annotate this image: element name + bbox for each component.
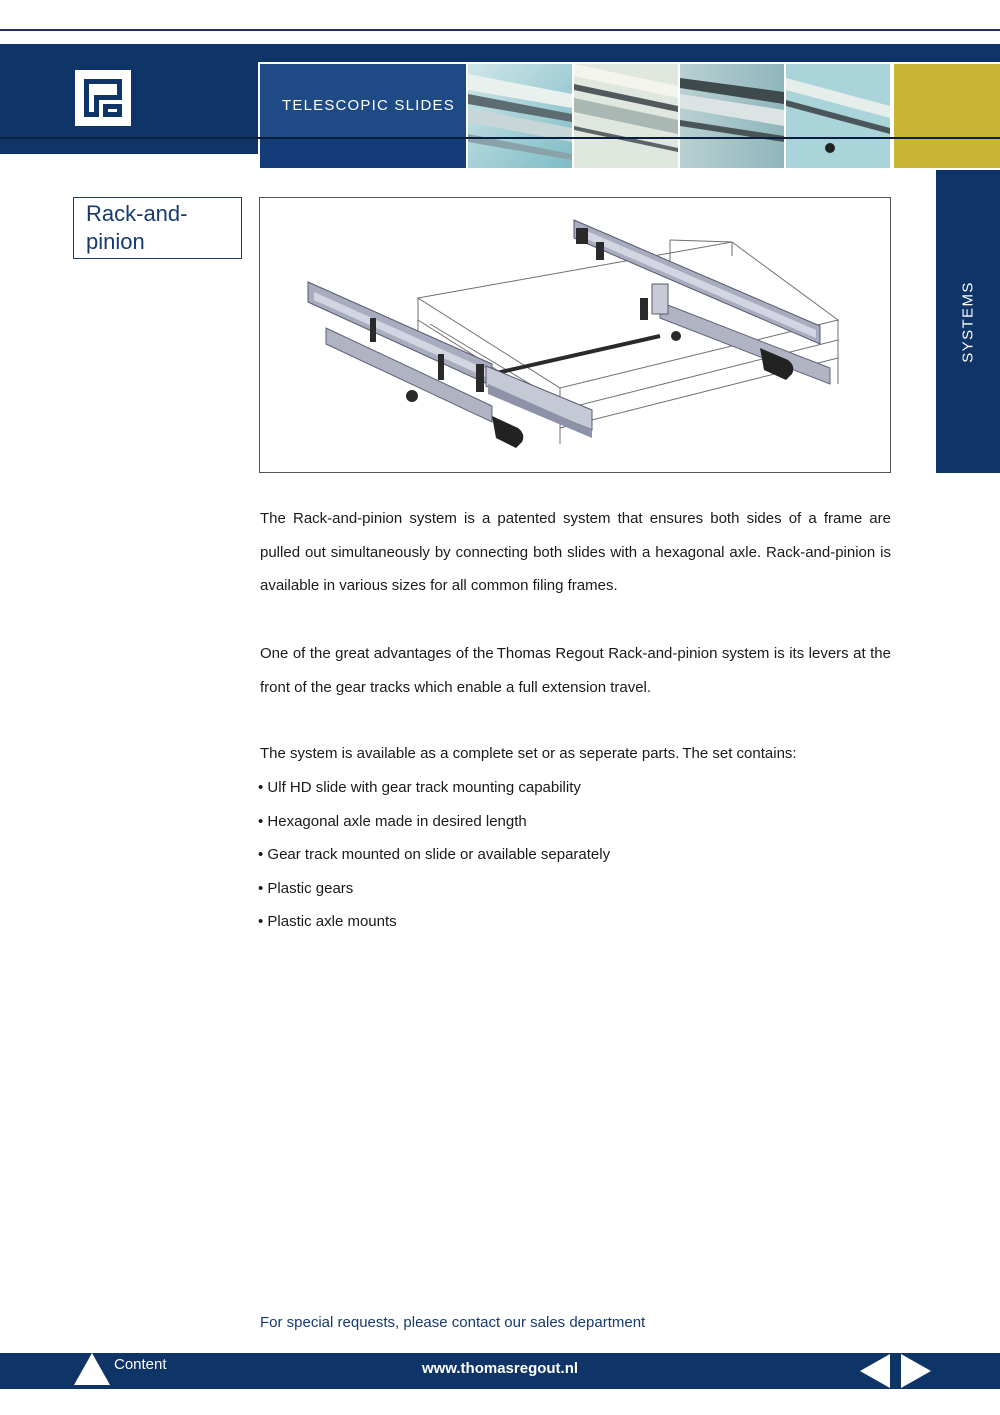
triangle-left-icon bbox=[858, 1352, 892, 1390]
page-title: Rack-and-pinion bbox=[86, 201, 188, 254]
side-tab-label: SYSTEMS bbox=[959, 281, 977, 363]
footer-bar bbox=[0, 1353, 1000, 1389]
section-label: TELESCOPIC SLIDES bbox=[282, 97, 455, 114]
list-item: • Hexagonal axle made in desired length bbox=[258, 812, 527, 830]
contact-note: For special requests, please contact our sales department bbox=[260, 1314, 646, 1331]
header-divider bbox=[0, 137, 1000, 139]
thomas-regout-logo-icon bbox=[75, 70, 131, 126]
paragraph-intro: The Rack-and-pinion system is a patented system that ensures both sides of a frame are pulled out simultaneously by connecting both slides with a hexagonal axle. Rack-and-pinion is available in various sizes for all common filing frames. bbox=[260, 510, 891, 594]
section-title-box bbox=[73, 197, 242, 259]
rack-and-pinion-drawer-illustration bbox=[260, 198, 890, 472]
paragraph-set-contents: The system is available as a complete set or as seperate parts. The set contains: bbox=[260, 745, 797, 762]
figure-frame bbox=[259, 197, 891, 473]
slide-photo-3 bbox=[680, 64, 784, 168]
next-page-button[interactable] bbox=[899, 1352, 933, 1390]
slide-photo-4 bbox=[786, 64, 890, 168]
top-rule bbox=[0, 29, 1000, 31]
section-label-tile bbox=[260, 64, 466, 168]
section-label-tile-lower bbox=[260, 138, 466, 168]
paragraph-advantages: One of the great advantages of the Thomas Regout Rack-and-pinion system is its levers at the front of the gear tracks which enable a full extension travel. bbox=[260, 645, 891, 696]
set-contents-list bbox=[258, 771, 610, 939]
list-item: • Plastic axle mounts bbox=[258, 913, 397, 930]
previous-page-button[interactable] bbox=[858, 1352, 892, 1390]
header-image-strip bbox=[258, 62, 1000, 170]
list-item: • Ulf HD slide with gear track mounting capability bbox=[258, 779, 581, 796]
list-item: • Plastic gears bbox=[258, 879, 354, 897]
triangle-right-icon bbox=[899, 1352, 933, 1390]
side-tab-systems[interactable] bbox=[936, 170, 1000, 473]
slide-photo-1 bbox=[468, 64, 572, 168]
list-item: • Gear track mounted on slide or available separately bbox=[258, 846, 611, 863]
content-label: Content bbox=[114, 1356, 167, 1373]
slide-photo-2 bbox=[574, 64, 678, 168]
website-link[interactable]: www.thomasregout.nl bbox=[421, 1360, 579, 1377]
accent-tile bbox=[894, 64, 1000, 168]
